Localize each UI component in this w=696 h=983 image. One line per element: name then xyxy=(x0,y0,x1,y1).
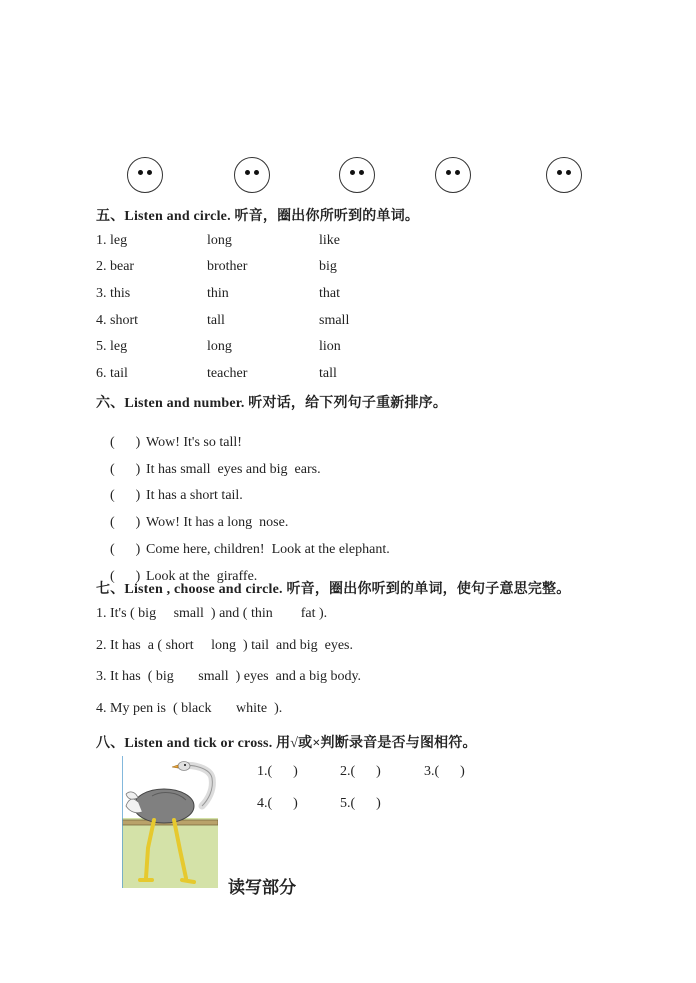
word: thin xyxy=(207,286,229,301)
sequence-text: Wow! It has a long nose. xyxy=(146,515,289,530)
word: tall xyxy=(319,366,337,381)
section6-heading: 六、Listen and number. 听对话，给下列句子重新排序。 xyxy=(96,396,448,411)
word: tall xyxy=(207,313,225,328)
sequence-text: Look at the giraffe. xyxy=(146,569,258,584)
face-icon xyxy=(435,157,471,193)
word: 6. tail xyxy=(96,366,128,381)
choice-sentence: 1. It's ( big small ) and ( thin fat ). xyxy=(96,606,328,621)
word: 4. short xyxy=(96,313,138,328)
tick-blank[interactable]: 1.( ) xyxy=(257,764,298,779)
answer-blank[interactable]: ( ) xyxy=(110,435,141,450)
word: small xyxy=(319,313,350,328)
tick-blank[interactable]: 2.( ) xyxy=(340,764,381,779)
face-icon xyxy=(546,157,582,193)
word: 3. this xyxy=(96,286,131,301)
answer-blank[interactable]: ( ) xyxy=(110,542,141,557)
tick-blank[interactable]: 3.( ) xyxy=(424,764,465,779)
word: like xyxy=(319,233,340,248)
word: 5. leg xyxy=(96,339,128,354)
choice-sentence: 3. It has ( big small ) eyes and a big body. xyxy=(96,669,362,684)
tick-blank[interactable]: 5.( ) xyxy=(340,796,381,811)
choice-sentence: 4. My pen is ( black white ). xyxy=(96,701,283,716)
sequence-text: Wow! It's so tall! xyxy=(146,435,242,450)
reading-writing-section-title: 读写部分 xyxy=(228,878,296,898)
face-icon xyxy=(127,157,163,193)
section7-heading: 七、Listen , choose and circle. 听音，圈出你听到的单词，使句子意思完整。 xyxy=(96,582,571,597)
face-icon xyxy=(339,157,375,193)
face-icon xyxy=(234,157,270,193)
word: big xyxy=(319,259,337,274)
answer-blank[interactable]: ( ) xyxy=(110,569,141,584)
answer-blank[interactable]: ( ) xyxy=(110,515,141,530)
word: 1. leg xyxy=(96,233,128,248)
sequence-text: It has a short tail. xyxy=(146,488,243,503)
word: teacher xyxy=(207,366,248,381)
section5-heading: 五、Listen and circle. 听音，圈出你所听到的单词。 xyxy=(96,209,420,224)
sequence-text: Come here, children! Look at the elephant. xyxy=(146,542,390,557)
section8-heading: 八、Listen and tick or cross. 用√或×判断录音是否与图相符。 xyxy=(96,736,477,751)
word: lion xyxy=(319,339,341,354)
word: long xyxy=(207,339,232,354)
word: that xyxy=(319,286,340,301)
choice-sentence: 2. It has a ( short long ) tail and big eyes. xyxy=(96,638,354,653)
word: long xyxy=(207,233,232,248)
tick-blank[interactable]: 4.( ) xyxy=(257,796,298,811)
ostrich-picture xyxy=(122,756,218,888)
word: brother xyxy=(207,259,248,274)
answer-blank[interactable]: ( ) xyxy=(110,488,141,503)
word: 2. bear xyxy=(96,259,135,274)
answer-blank[interactable]: ( ) xyxy=(110,462,141,477)
sequence-text: It has small eyes and big ears. xyxy=(146,462,321,477)
